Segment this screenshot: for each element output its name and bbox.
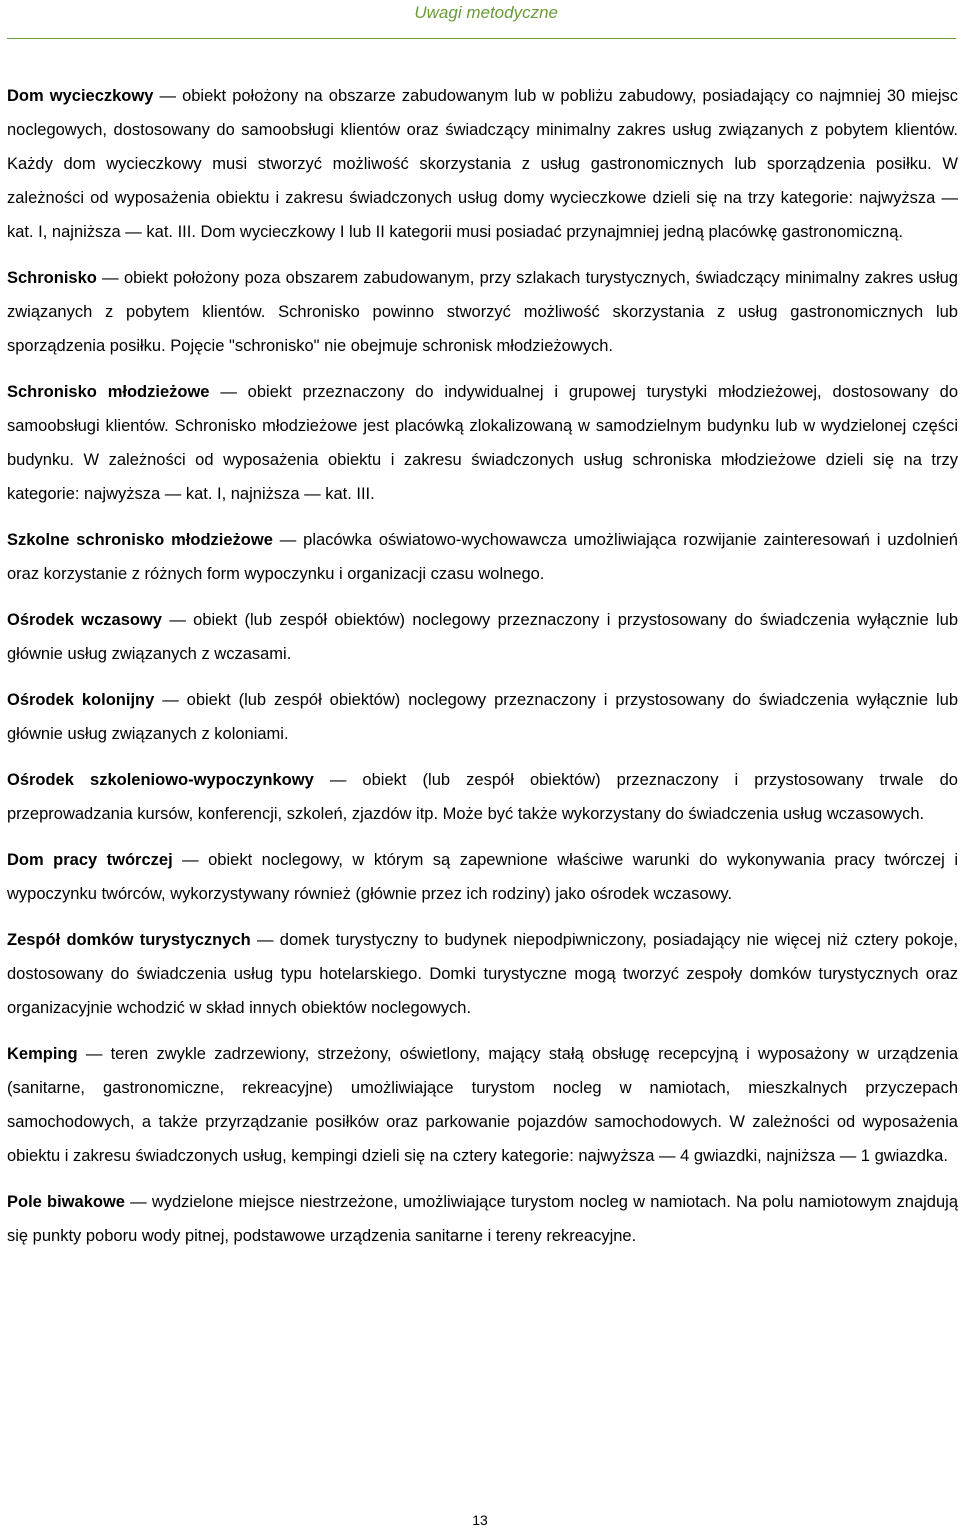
- definition-text: — teren zwykle zadrzewiony, strzeżony, oświetlony, mający stałą obsługę recepcyjną i wyposażony w urządzenia (sanitarne, gastronomiczne, rekreacyjne) umożliwiające turystom nocleg w namiotach, mieszkalnych przyczepach samochodowych, a także przyrządzanie posiłków oraz parkowanie pojazdów samochodowych. W zależności od wyposażenia obiektu i zakresu świadczonych usług, kempingi dzieli się na cztery kategorie: najwyższa — 4 gwiazdki, najniższa — 1 gwiazdka.: [7, 1045, 958, 1165]
- definition-text: — obiekt położony na obszarze zabudowanym lub w pobliżu zabudowy, posiadający co najmniej 30 miejsc noclegowych, dostosowany do samoobsługi klientów oraz świadczący minimalny zakres usług związanych z pobytem klientów. Każdy dom wycieczkowy musi stworzyć możliwość skorzystania z usług gastronomicznych lub sporządzenia posiłku. W zależności od wyposażenia obiektu i zakresu świadczonych usług domy wycieczkowe dzieli się na trzy kategorie: najwyższa — kat. I, najniższa — kat. III. Dom wycieczkowy I lub II kategorii musi posiadać przynajmniej jedną placówkę gastronomiczną.: [7, 87, 959, 241]
- term-label: Ośrodek szkoleniowo-wypoczynkowy: [7, 771, 314, 789]
- definition-text: — obiekt przeznaczony do indywidualnej i grupowej turystyki młodzieżowej, dostosowany do samoobsługi klientów. Schronisko młodzieżowe jest placówką zlokalizowaną w samodzielnym budynku lub w wydzielonej części budynku. W zależności od wyposażenia obiektu i zakresu świadczonych usług schroniska młodzieżowe dzieli się na trzy kategorie: najwyższa — kat. I, najniższa — kat. III.: [7, 383, 958, 503]
- definition-dom-pracy-tworczej: [7, 843, 958, 911]
- term-label: Pole biwakowe: [7, 1193, 125, 1211]
- definition-text: — domek turystyczny to budynek niepodpiwniczony, posiadający nie więcej niż cztery pokoje, dostosowany do świadczenia usług typu hotelarskiego. Domki turystyczne mogą tworzyć zespoły domków turystycznych oraz organizacyjnie wchodzić w skład innych obiektów noclegowych.: [7, 931, 958, 1017]
- definition-text: — obiekt położony poza obszarem zabudowanym, przy szlakach turystycznych, świadczący minimalny zakres usług związanych z pobytem klientów. Schronisko powinno stworzyć możliwość skorzystania z usług gastronomicznych lub sporządzenia posiłku. Pojęcie "schronisko" nie obejmuje schronisk młodzieżowych.: [7, 269, 958, 355]
- page-number: 13: [472, 1512, 488, 1528]
- definition-text: — obiekt noclegowy, w którym są zapewnione właściwe warunki do wykonywania pracy twórczej i wypoczynku twórców, wykorzystywany również (głównie przez ich rodziny) jako ośrodek wczasowy.: [7, 851, 958, 903]
- definition-kemping: [7, 1037, 958, 1173]
- definition-text: — wydzielone miejsce niestrzeżone, umożliwiające turystom nocleg w namiotach. Na polu namiotowym znajdują się punkty poboru wody pitnej, podstawowe urządzenia sanitarne i tereny rekreacyjne.: [7, 1193, 959, 1245]
- term-label: Kemping: [7, 1045, 78, 1063]
- term-label: Ośrodek wczasowy: [7, 611, 162, 629]
- definitions-list: [7, 79, 958, 1265]
- header-rule: [7, 38, 956, 39]
- definition-text: — obiekt (lub zespół obiektów) noclegowy przeznaczony i przystosowany do świadczenia wyłącznie lub głównie usług związanych z wczasami.: [7, 611, 958, 663]
- definition-dom-wycieczkowy: [7, 79, 958, 249]
- definition-text: — placówka oświatowo-wychowawcza umożliwiająca rozwijanie zainteresowań i uzdolnień oraz korzystanie z różnych form wypoczynku i organizacji czasu wolnego.: [7, 531, 958, 583]
- term-label: Szkolne schronisko młodzieżowe: [7, 531, 273, 549]
- term-label: Schronisko: [7, 269, 97, 287]
- definition-schronisko-mlodziezowe: [7, 375, 958, 511]
- term-label: Zespół domków turystycznych: [7, 931, 251, 949]
- definition-pole-biwakowe: [7, 1185, 958, 1253]
- definition-text: — obiekt (lub zespół obiektów) przeznaczony i przystosowany trwale do przeprowadzania kursów, konferencji, szkoleń, zjazdów itp. Może być także wykorzystany do świadczenia usług wczasowych.: [7, 771, 958, 823]
- term-label: Dom wycieczkowy: [7, 87, 154, 105]
- header-title: Uwagi metodyczne: [414, 3, 558, 22]
- term-label: Dom pracy twórczej: [7, 851, 173, 869]
- definition-osrodek-kolonijny: [7, 683, 958, 751]
- term-label: Ośrodek kolonijny: [7, 691, 155, 709]
- definition-osrodek-szkoleniowo-wypoczynkowy: [7, 763, 958, 831]
- definition-osrodek-wczasowy: [7, 603, 958, 671]
- definition-schronisko: [7, 261, 958, 363]
- definition-zespol-domkow: [7, 923, 958, 1025]
- definition-szkolne-schronisko: [7, 523, 958, 591]
- page-header: [0, 0, 960, 42]
- term-label: Schronisko młodzieżowe: [7, 383, 210, 401]
- definition-text: — obiekt (lub zespół obiektów) noclegowy przeznaczony i przystosowany do świadczenia wyłącznie lub głównie usług związanych z koloniami.: [7, 691, 958, 743]
